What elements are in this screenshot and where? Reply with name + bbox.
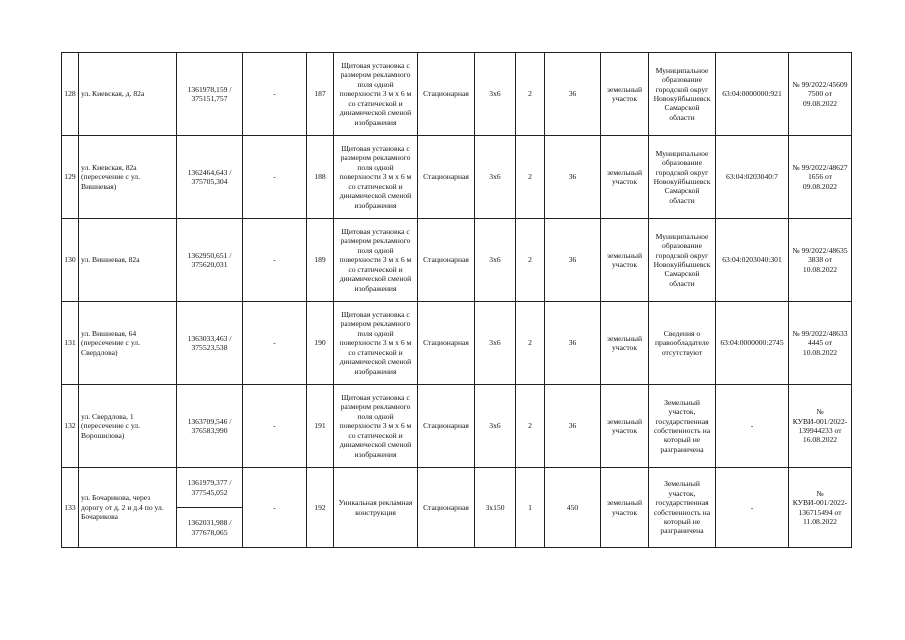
empty-value-cell: - <box>243 53 307 136</box>
row-number: 131 <box>62 302 79 385</box>
table-row <box>62 219 852 302</box>
coordinates-cell: 1363033,463 / 375523,538 <box>177 302 243 385</box>
owner-cell: Земельный участок, государственная собственность на который не разграничена <box>649 468 716 548</box>
row-number: 132 <box>62 385 79 468</box>
sides-cell: 2 <box>516 219 545 302</box>
row-number: 128 <box>62 53 79 136</box>
table-row <box>62 53 852 136</box>
size-cell: 3х6 <box>475 302 516 385</box>
coordinates-cell: 1363709,546 / 376583,990 <box>177 385 243 468</box>
coordinates-cell: 1361979,377 / 377545,052 <box>177 468 243 508</box>
address-cell: ул. Вишневая, 64 (пересечение с ул. Свердлова) <box>79 302 177 385</box>
coordinates-cell: 1362464,643 / 375705,304 <box>177 136 243 219</box>
address-cell: ул. Бочарикова, через дорогу от д. 2 и д.4 по ул. Бочарикова <box>79 468 177 548</box>
type-cell: Стационарная <box>418 219 475 302</box>
coordinates-cell: 1361978,159 / 375151,757 <box>177 53 243 136</box>
structure-number-cell: 190 <box>307 302 334 385</box>
table-row <box>62 136 852 219</box>
extract-number-cell: № КУВИ-001/2022-139944233 от 16.08.2022 <box>789 385 852 468</box>
land-type-cell: земельный участок <box>601 53 649 136</box>
owner-cell: Муниципальное образование городской округ Новокуйбышевск Самарской области <box>649 219 716 302</box>
sides-cell: 2 <box>516 302 545 385</box>
area-cell: 36 <box>545 219 601 302</box>
coordinates-cell: 1362950,651 / 375620,031 <box>177 219 243 302</box>
extract-number-cell: № 99/2022/48635 3838 от 10.08.2022 <box>789 219 852 302</box>
land-type-cell: земельный участок <box>601 385 649 468</box>
empty-value-cell: - <box>243 385 307 468</box>
description-cell: Уникальная рекламная конструкция <box>334 468 418 548</box>
size-cell: 3х6 <box>475 53 516 136</box>
coordinates-cell: 1362031,988 / 377678,065 <box>177 508 243 548</box>
description-cell: Щитовая установка с размером рекламного поля одной поверхности 3 м х 6 м со статической и динамической сменой изображения <box>334 53 418 136</box>
empty-value-cell: - <box>243 136 307 219</box>
area-cell: 36 <box>545 385 601 468</box>
type-cell: Стационарная <box>418 468 475 548</box>
cadastral-number-cell: 63:04:0000000:921 <box>716 53 789 136</box>
land-type-cell: земельный участок <box>601 219 649 302</box>
cadastral-number-cell: - <box>716 468 789 548</box>
owner-cell: Муниципальное образование городской округ Новокуйбышевск Самарской области <box>649 136 716 219</box>
address-cell: ул. Киевская, д. 82а <box>79 53 177 136</box>
advertising-structures-table <box>61 52 852 548</box>
land-type-cell: земельный участок <box>601 468 649 548</box>
sides-cell: 2 <box>516 136 545 219</box>
extract-number-cell: № КУВИ-001/2022-136715494 от 11.08.2022 <box>789 468 852 548</box>
description-cell: Щитовая установка с размером рекламного поля одной поверхности 3 м х 6 м со статической и динамической сменой изображения <box>334 302 418 385</box>
cadastral-number-cell: - <box>716 385 789 468</box>
extract-number-cell: № 99/2022/48633 4445 от 10.08.2022 <box>789 302 852 385</box>
empty-value-cell: - <box>243 468 307 548</box>
land-type-cell: земельный участок <box>601 302 649 385</box>
area-cell: 450 <box>545 468 601 548</box>
area-cell: 36 <box>545 53 601 136</box>
cadastral-number-cell: 63:04:0203040:301 <box>716 219 789 302</box>
extract-number-cell: № 99/2022/45609 7500 от 09.08.2022 <box>789 53 852 136</box>
structure-number-cell: 189 <box>307 219 334 302</box>
area-cell: 36 <box>545 302 601 385</box>
type-cell: Стационарная <box>418 385 475 468</box>
sides-cell: 2 <box>516 385 545 468</box>
size-cell: 3х150 <box>475 468 516 548</box>
structure-number-cell: 187 <box>307 53 334 136</box>
sides-cell: 2 <box>516 53 545 136</box>
description-cell: Щитовая установка с размером рекламного поля одной поверхности 3 м х 6 м со статической и динамической сменой изображения <box>334 136 418 219</box>
type-cell: Стационарная <box>418 302 475 385</box>
owner-cell: Муниципальное образование городской округ Новокуйбышевск Самарской области <box>649 53 716 136</box>
cadastral-number-cell: 63:04:0000000:2745 <box>716 302 789 385</box>
address-cell: ул. Вишневая, 82а <box>79 219 177 302</box>
type-cell: Стационарная <box>418 53 475 136</box>
owner-cell: Земельный участок, государственная собственность на который не разграничена <box>649 385 716 468</box>
row-number: 130 <box>62 219 79 302</box>
row-number: 133 <box>62 468 79 548</box>
size-cell: 3х6 <box>475 385 516 468</box>
size-cell: 3х6 <box>475 219 516 302</box>
cadastral-number-cell: 63:04:0203040:7 <box>716 136 789 219</box>
structure-number-cell: 188 <box>307 136 334 219</box>
size-cell: 3х6 <box>475 136 516 219</box>
structure-number-cell: 191 <box>307 385 334 468</box>
sides-cell: 1 <box>516 468 545 548</box>
table-row <box>62 302 852 385</box>
address-cell: ул. Свердлова, 1 (пересечение с ул. Ворошилова) <box>79 385 177 468</box>
land-type-cell: земельный участок <box>601 136 649 219</box>
row-number: 129 <box>62 136 79 219</box>
empty-value-cell: - <box>243 219 307 302</box>
description-cell: Щитовая установка с размером рекламного поля одной поверхности 3 м х 6 м со статической и динамической сменой изображения <box>334 385 418 468</box>
table-row <box>62 385 852 468</box>
extract-number-cell: № 99/2022/48627 1656 от 09.08.2022 <box>789 136 852 219</box>
owner-cell: Сведения о правообладателе отсутствуют <box>649 302 716 385</box>
address-cell: ул. Киевская, 82а (пересечение с ул. Вишневая) <box>79 136 177 219</box>
description-cell: Щитовая установка с размером рекламного поля одной поверхности 3 м х 6 м со статической и динамической сменой изображения <box>334 219 418 302</box>
empty-value-cell: - <box>243 302 307 385</box>
table-row <box>62 468 852 508</box>
type-cell: Стационарная <box>418 136 475 219</box>
area-cell: 36 <box>545 136 601 219</box>
structure-number-cell: 192 <box>307 468 334 548</box>
